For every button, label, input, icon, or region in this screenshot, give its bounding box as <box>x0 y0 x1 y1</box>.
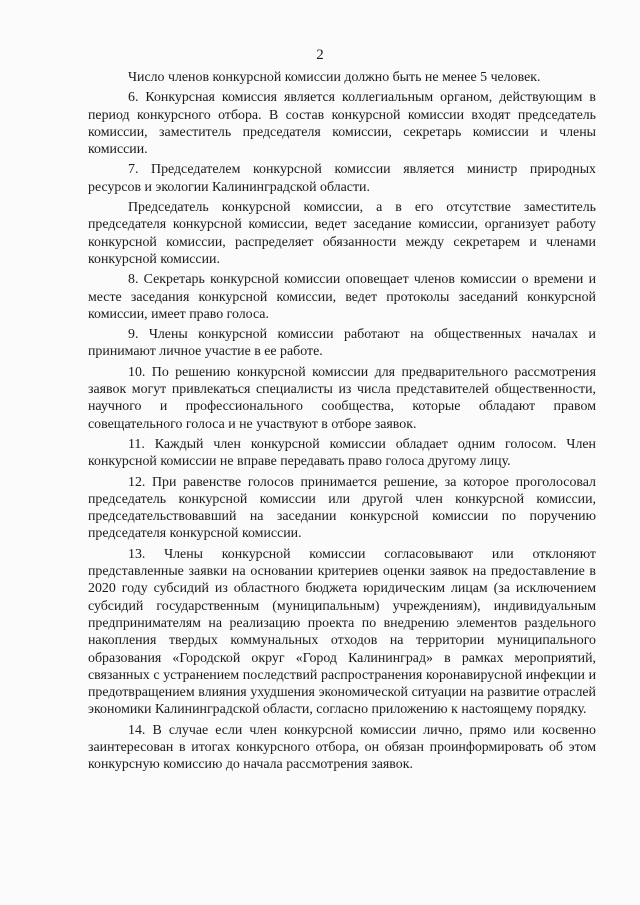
paragraph-11: 11. Каждый член конкурсной комиссии обладает одним голосом. Член конкурсной комиссии не вправе передавать право голоса другому лицу. <box>88 436 596 470</box>
paragraph-6: 6. Конкурсная комиссия является коллегиальным органом, действующим в период конкурсного отбора. В состав конкурсной комиссии входят председатель комиссии, заместитель председателя комиссии, секретарь комиссии и члены комиссии. <box>88 90 596 158</box>
paragraph-9: 9. Члены конкурсной комиссии работают на общественных началах и принимают личное участие в ее работе. <box>88 327 596 360</box>
paragraph-7-chairman-duties: Председатель конкурсной комиссии, а в его отсутствие заместитель председателя конкурсной комиссии, ведет заседание комиссии, организует работу конкурсной комиссии, распределяет обязанности между секретарем и членами конкурсной комиссии. <box>88 200 596 267</box>
paragraph-8: 8. Секретарь конкурсной комиссии оповещает членов комиссии о времени и месте заседания конкурсной комиссии, ведет протоколы заседаний конкурсной комиссии, имеет право голоса. <box>88 272 596 322</box>
paragraph-12: 12. При равенстве голосов принимается решение, за которое проголосовал председатель конкурсной комиссии или другой член конкурсной комиссии, председательствовавший на заседании конкурсной комиссии по поручению председателя конкурсной комиссии. <box>88 474 596 542</box>
paragraph-13: 13. Члены конкурсной комиссии согласовывают или отклоняют представленные заявки на основании критериев оценки заявок на предоставление в 2020 году субсидий из областного бюджета юридическим лицам (за исключением субсидий государственным (муниципальным) учреждениям), индивидуальным предпринимателям на реализацию проекта по внедрению элементов раздельного накопления твердых коммунальных отходов на территории муниципального образования «Городской округ «Город Калининград» в рамках мероприятий, связанных с устранением последствий распространения коронавирусной инфекции и предотвращением влияния ухудшения экономической ситуации на развитие отраслей экономики Калининградской области, согласно приложению к настоящему порядку. <box>88 546 596 718</box>
document-body <box>88 69 596 777</box>
paragraph-members-count: Число членов конкурсной комиссии должно быть не менее 5 человек. <box>128 70 541 85</box>
page-number: 2 <box>316 47 324 63</box>
paragraph-14: 14. В случае если член конкурсной комиссии лично, прямо или косвенно заинтересован в итогах конкурсного отбора, он обязан проинформировать об этом конкурсную комиссию до начала рассмотрения заявок. <box>88 722 596 773</box>
paragraph-10: 10. По решению конкурсной комиссии для предварительного рассмотрения заявок могут привлекаться специалисты из числа представителей общественности, научного и профессионального сообщества, которые обладают правом совещательного голоса и не участвуют в отборе заявок. <box>88 364 596 432</box>
paragraph-7: 7. Председателем конкурсной комиссии является министр природных ресурсов и экологии Калининградской области. <box>88 162 596 195</box>
